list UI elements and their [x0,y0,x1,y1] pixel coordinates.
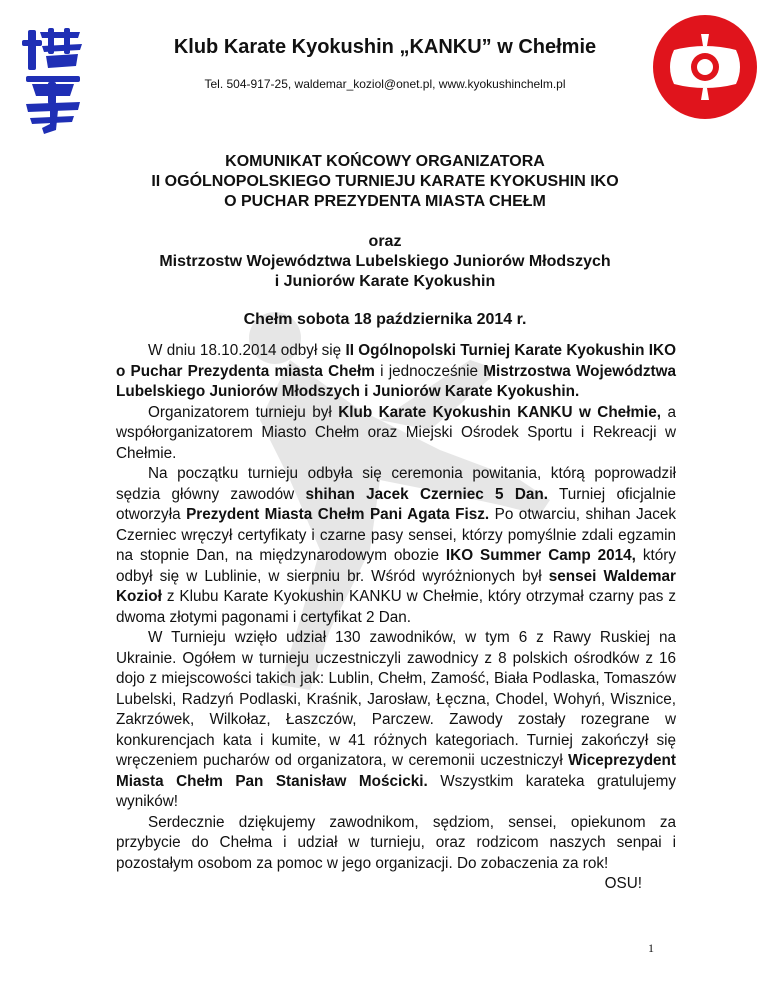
subheading-line-2: i Juniorów Karate Kyokushin [274,273,496,290]
text: Organizatorem turnieju był [148,403,339,421]
kanku-symbol-logo [652,14,758,120]
paragraph-participants [116,628,676,813]
heading-line-1: KOMUNIKAT KOŃCOWY ORGANIZATORA [225,153,545,170]
heading-line-2: II OGÓLNOPOLSKIEGO TURNIEJU KARATE KYOKUSHIN IKO [151,173,619,190]
text: z Klubu Karate Kyokushin KANKU w Chełmie, który otrzymał czarny pas z dwoma złotymi pagonami i certyfikat 2 Dan. [116,588,676,626]
paragraph-ceremony [116,464,676,628]
paragraph-thanks [116,813,676,875]
heading-block [70,152,700,212]
text: W Turnieju wzięło udział 130 zawodników, w tym 6 z Rawy Ruskiej na Ukrainie. Ogółem w turnieju uczestniczyli zawodnicy z 8 polskich ośrodków z 16 dojo z miejscowości takich jak: Lublin, Chełm, Zamość, Biała Podlaska, Tomaszów Lubelski, Radzyń Podlaski, Kraśnik, Jarosław, Łęczna, Chodel, Wohyń, Wisznice, Zakrzówek, Wilkołaz, Łaszczów, Parczew. Zawody zostały rozegrane w konkurencjach kata i kumite, w 41 różnych kategoriach. Turniej zakończył się wręczeniem pucharów od organizatora, w ceremonii uczestniczył [116,629,676,769]
text: Turniej oficjalnie otworzyła [116,485,677,523]
text: Serdecznie dziękujemy zawodnikom, sędziom, sensei, opiekunom za przybycie do Chełma i udział w turnieju, oraz rodzicom naszych senpai i pozostałym osobom za pomoc w jego organizacji. Do zobaczenia za rok! [116,813,676,872]
bold-text: Wiceprezydent Miasta Chełm Pan Stanisław Mościcki. [116,752,676,790]
page-number: 1 [648,941,654,955]
bold-text: II Ogólnopolski Turniej Karate Kyokushin IKO o Puchar Prezydenta miasta Chełm [116,342,677,380]
text: Na początku turnieju odbyła się ceremonia powitania, którą poprowadził sędzia główny zawodów [116,465,676,503]
closing-osu: OSU! [604,875,642,892]
article-body [116,341,676,895]
heading-line-3: O PUCHAR PREZYDENTA MIASTA CHEŁM [224,193,546,210]
bold-text: IKO Summer Camp 2014, [445,547,636,564]
event-date: Chełm sobota 18 października 2014 r. [243,311,527,328]
subheading-block [70,232,700,292]
text: i jednocześnie [374,362,484,380]
subheading-oraz: oraz [368,233,402,250]
bold-text: Klub Karate Kyokushin KANKU w Chełmie, [338,403,662,421]
paragraph-organizer [116,403,676,465]
text: a współorganizatorem Miasto Chełm oraz Miejski Ośrodek Sportu i Rekreacji w Chełmie. [116,403,677,462]
kyokushin-kanji-logo [22,26,84,136]
subheading-line-1: Mistrzostw Województwa Lubelskiego Juniorów Młodszych [159,253,611,270]
text: W dniu 18.10.2014 odbył się [148,342,346,359]
club-title: Klub Karate Kyokushin „KANKU” w Chełmie [173,36,597,58]
bold-text: Prezydent Miasta Chełm Pani Agata Fisz. [186,506,490,523]
paragraph-intro [116,341,676,403]
text: Wszystkim karateka gratulujemy wyników! [116,772,677,810]
club-contact: Tel. 504-917-25, waldemar_koziol@onet.pl, www.kyokushinchelm.pl [204,77,566,91]
text: Po otwarciu, shihan Jacek Czerniec wręczył certyfikaty i czarne pasy sensei, którzy pomyślnie zdali egzamin na stopnie Dan, na międzynarodowym obozie [116,506,677,564]
bold-text: Mistrzostwa Województwa Lubelskiego Juniorów Młodszych i Juniorów Karate Kyokushin. [116,362,676,400]
text: który odbył się w Lublinie, w sierpniu br. Wśród wyróżnionych był [116,547,677,585]
bold-text: sensei Waldemar Kozioł [116,567,676,605]
bold-text: shihan Jacek Czerniec 5 Dan. [305,485,548,503]
